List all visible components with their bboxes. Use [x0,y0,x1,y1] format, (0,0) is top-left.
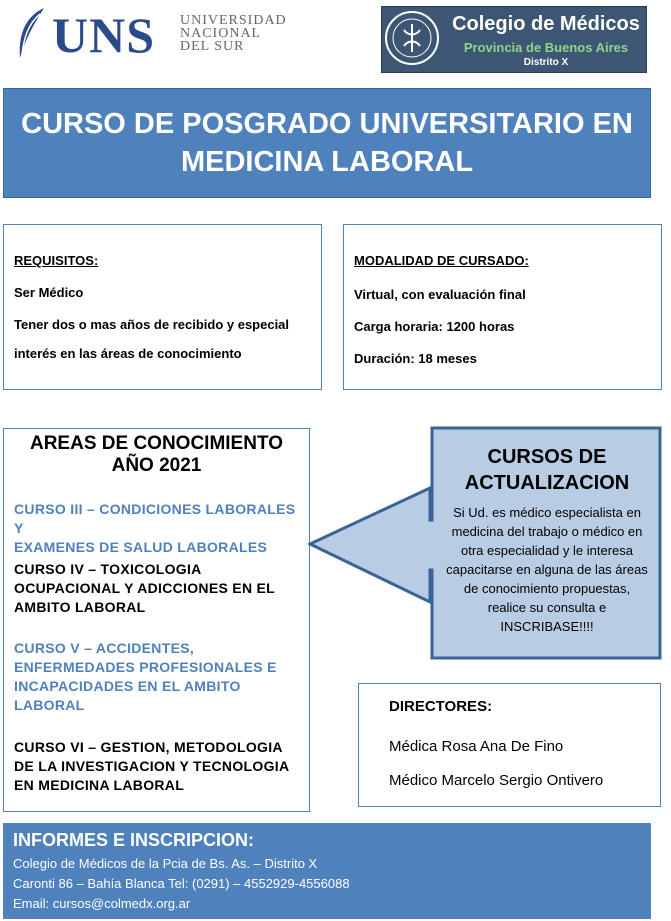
course-line: OCUPACIONAL Y ADICCIONES EN EL [14,580,276,596]
course-line: CURSO VI – GESTION, METODOLOGIA [14,739,283,755]
colegio-seal-icon [384,10,440,66]
actualizacion-line: Si Ud. es médico especialista en [453,505,641,520]
course-line: EXAMENES DE SALUD LABORALES [14,539,268,555]
director-name: Médica Rosa Ana De Fino [389,738,564,755]
actualizacion-body [433,503,661,636]
actualizacion-line: de conocimiento propuestas, [463,581,631,596]
colegio-district: Distrito X [523,57,569,68]
modalidad-heading: MODALIDAD DE CURSADO: [354,253,529,268]
footer-address: Colegio de Médicos de la Pcia de Bs. As. – Distrito X [13,856,318,871]
course-item [14,738,306,795]
informes-footer [3,823,651,919]
course-line: CURSO IV – TOXICOLOGIA [14,561,202,577]
areas-panel [3,428,310,812]
uns-line1: UNIVERSIDAD [180,13,287,28]
actualizacion-line: INSCRIBASE!!!! [500,619,594,634]
requisitos-panel [3,224,322,390]
course-line: CURSO V – ACCIDENTES, [14,640,195,656]
uns-logo-subtitle [180,14,287,53]
areas-title: AREAS DE CONOCIMIENTO AÑO 2021 [29,433,283,476]
title-banner [3,88,651,198]
page-title: CURSO DE POSGRADO UNIVERSITARIO EN MEDICINA LABORAL [21,108,633,178]
directores-heading: DIRECTORES: [389,698,493,715]
course-line: EN MEDICINA LABORAL [14,777,185,793]
actualizacion-line: capacitarse en alguna de las áreas [446,562,648,577]
course-line: LABORAL [14,697,85,713]
requisitos-line: Ser Médico [14,285,84,300]
footer-email[interactable]: Email: cursos@colmedx.org.ar [13,896,191,911]
requisitos-heading: REQUISITOS: [14,253,99,268]
requisitos-line: interés en las áreas de conocimiento [14,346,242,361]
course-line: INCAPACIDADES EN EL AMBITO [14,678,241,694]
actualizacion-line: realice su consulta e [487,600,607,615]
footer-heading: INFORMES E INSCRIPCION: [13,830,255,850]
uns-line3: DEL SUR [180,39,245,54]
course-item [14,560,306,617]
colegio-subtitle: Provincia de Buenos Aires [463,40,629,55]
directores-panel [358,683,661,807]
course-line: ENFERMEDADES PROFESIONALES E [14,659,277,675]
requisitos-line: Tener dos o mas años de recibido y especial [14,317,290,332]
modalidad-panel [343,224,662,390]
colegio-title: Colegio de Médicos [452,13,640,35]
course-line: CURSO III – CONDICIONES LABORALES Y [14,501,296,536]
course-line: DE LA INVESTIGACION Y TECNOLOGIA [14,758,290,774]
uns-logo-text: UNS [52,7,156,63]
modalidad-line: Carga horaria: 1200 horas [354,319,515,334]
uns-line2: NACIONAL [180,26,262,41]
modalidad-line: Virtual, con evaluación final [354,287,526,302]
course-item [14,639,306,715]
footer-phone: Caronti 86 – Bahía Blanca Tel: (0291) – 4552929-4556088 [13,876,350,891]
uns-feather-logo [14,6,48,60]
actualizacion-line: medicina del trabajo o médico en [451,524,643,539]
course-item [14,500,306,557]
modalidad-line: Duración: 18 meses [354,351,477,366]
course-line: AMBITO LABORAL [14,599,146,615]
director-name: Médico Marcelo Sergio Ontivero [389,772,604,789]
actualizacion-line: otra especialidad y le interesa [461,543,633,558]
actualizacion-title: CURSOS DE ACTUALIZACION [464,446,630,494]
